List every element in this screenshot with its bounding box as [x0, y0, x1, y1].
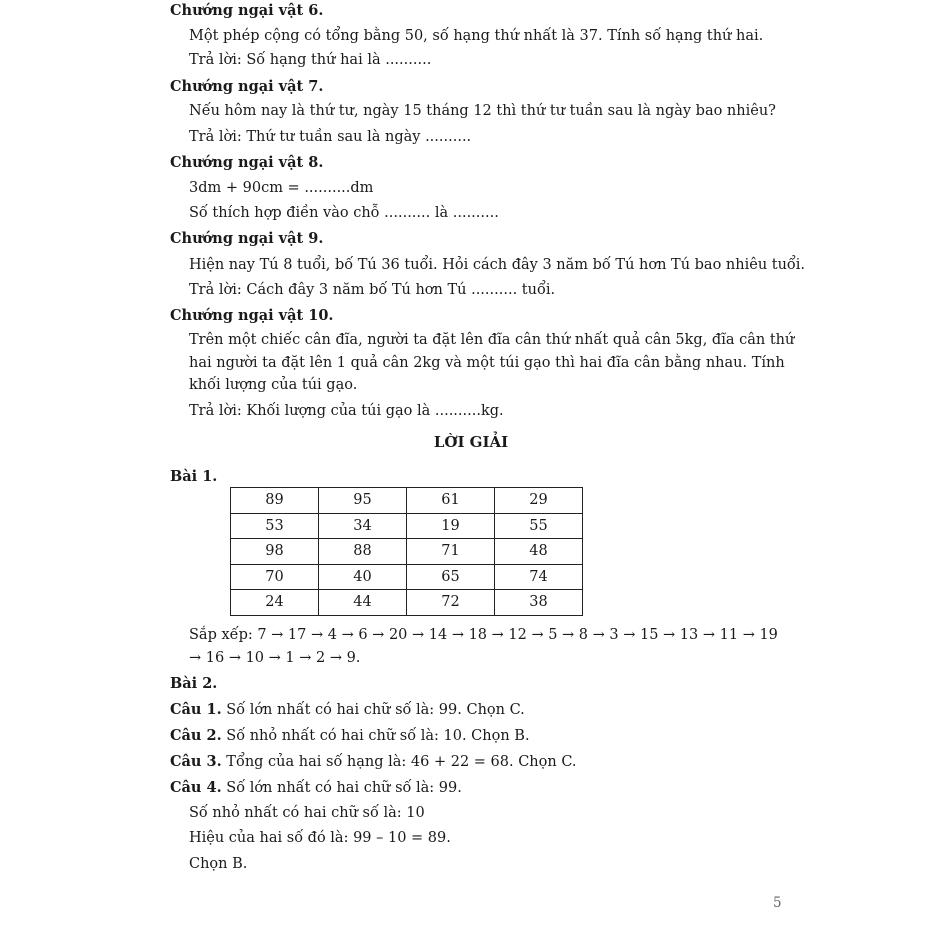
problem-6-title: Chướng ngại vật 6. — [170, 2, 324, 19]
table-row — [231, 513, 583, 539]
bai-2-cau-4-line-4: Chọn B. — [189, 856, 248, 872]
table-row — [231, 539, 583, 565]
problem-8-answer: Số thích hợp điền vào chỗ .......... là .......... — [189, 205, 499, 221]
table-cell: 44 — [319, 590, 407, 616]
cau-label: Câu 4. — [170, 779, 222, 796]
table-cell: 29 — [495, 488, 583, 514]
problem-9-answer: Trả lời: Cách đây 3 năm bố Tú hơn Tú .......... tuổi. — [189, 282, 556, 298]
problem-9-line-1: Hiện nay Tú 8 tuổi, bố Tú 36 tuổi. Hỏi cách đây 3 năm bố Tú hơn Tú bao nhiêu tuổi. — [189, 257, 806, 273]
bai-2-cau-2 — [170, 727, 530, 745]
table-cell: 98 — [231, 539, 319, 565]
table-cell: 72 — [407, 590, 495, 616]
bai-2-cau-3 — [170, 753, 577, 771]
cau-text: Số nhỏ nhất có hai chữ số là: 10. Chọn B. — [221, 728, 530, 744]
cau-label: Câu 2. — [170, 727, 222, 744]
problem-6-line-1: Một phép cộng có tổng bằng 50, số hạng thứ nhất là 37. Tính số hạng thứ hai. — [189, 28, 764, 44]
bai-2-cau-4-line-2: Số nhỏ nhất có hai chữ số là: 10 — [189, 805, 425, 821]
problem-8-title: Chướng ngại vật 8. — [170, 154, 324, 171]
table-cell: 55 — [495, 513, 583, 539]
bai-2-cau-4-line-3: Hiệu của hai số đó là: 99 – 10 = 89. — [189, 830, 451, 846]
bai-2-cau-1 — [170, 701, 525, 719]
table-cell: 34 — [319, 513, 407, 539]
problem-10-answer: Trả lời: Khối lượng của túi gạo là ..........kg. — [189, 403, 504, 419]
cau-text: Số lớn nhất có hai chữ số là: 99. — [221, 780, 462, 796]
table-row — [231, 564, 583, 590]
solution-title: LỜI GIẢI — [433, 433, 509, 451]
problem-7-answer: Trả lời: Thứ tư tuần sau là ngày .......... — [189, 129, 472, 145]
problem-10-line-1: Trên một chiếc cân đĩa, người ta đặt lên đĩa cân thứ nhất quả cân 5kg, đĩa cân thứ — [189, 332, 795, 348]
table-cell: 61 — [407, 488, 495, 514]
page-number: 5 — [773, 895, 782, 911]
table-cell: 71 — [407, 539, 495, 565]
table-cell: 74 — [495, 564, 583, 590]
table-cell: 48 — [495, 539, 583, 565]
cau-text: Tổng của hai số hạng là: 46 + 22 = 68. Chọn C. — [221, 754, 577, 770]
problem-7-title: Chướng ngại vật 7. — [170, 78, 324, 95]
cau-label: Câu 1. — [170, 701, 222, 718]
table-cell: 53 — [231, 513, 319, 539]
problem-6-answer: Trả lời: Số hạng thứ hai là .......... — [189, 52, 432, 68]
table-cell: 24 — [231, 590, 319, 616]
table-cell: 88 — [319, 539, 407, 565]
problem-10-line-3: khối lượng của túi gạo. — [189, 377, 358, 393]
bai-1-label: Bài 1. — [170, 468, 218, 485]
table-cell: 70 — [231, 564, 319, 590]
problem-8-line-1: 3dm + 90cm = ..........dm — [189, 180, 374, 196]
bai-2-cau-4 — [170, 779, 462, 797]
problem-10-line-2: hai người ta đặt lên 1 quả cân 2kg và một túi gạo thì hai đĩa cân bằng nhau. Tính — [189, 355, 785, 371]
problem-9-title: Chướng ngại vật 9. — [170, 230, 324, 247]
table-row — [231, 488, 583, 514]
table-cell: 89 — [231, 488, 319, 514]
cau-label: Câu 3. — [170, 753, 222, 770]
problem-7-line-1: Nếu hôm nay là thứ tư, ngày 15 tháng 12 thì thứ tư tuần sau là ngày bao nhiêu? — [189, 103, 776, 119]
table-cell: 38 — [495, 590, 583, 616]
table-cell: 95 — [319, 488, 407, 514]
bai-1-table — [230, 487, 583, 616]
cau-text: Số lớn nhất có hai chữ số là: 99. Chọn C. — [221, 702, 525, 718]
problem-10-title: Chướng ngại vật 10. — [170, 307, 334, 324]
table-cell: 65 — [407, 564, 495, 590]
table-cell: 40 — [319, 564, 407, 590]
bai-2-label: Bài 2. — [170, 675, 218, 692]
bai-1-sort-line-2: → 16 → 10 → 1 → 2 → 9. — [189, 650, 361, 666]
table-row — [231, 590, 583, 616]
table-cell: 19 — [407, 513, 495, 539]
bai-1-sort-line-1: Sắp xếp: 7 → 17 → 4 → 6 → 20 → 14 → 18 → 12 → 5 → 8 → 3 → 15 → 13 → 11 → 19 — [189, 627, 778, 643]
